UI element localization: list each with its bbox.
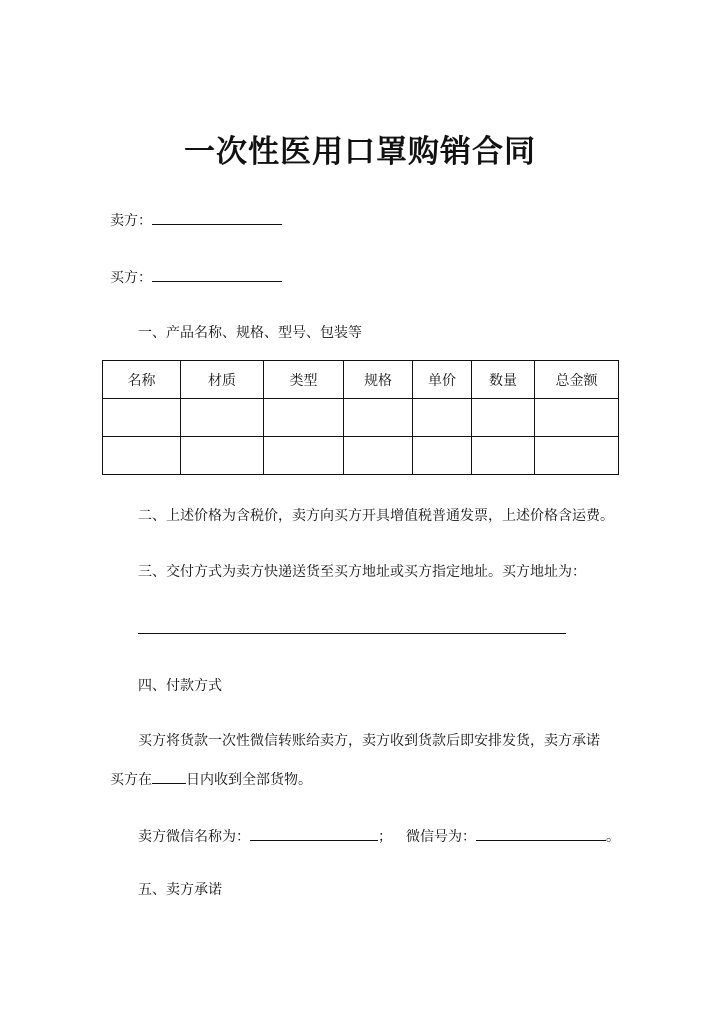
table-cell[interactable] — [344, 437, 413, 475]
table-cell[interactable] — [103, 437, 181, 475]
table-cell[interactable] — [181, 399, 264, 437]
col-header-unit-price: 单价 — [413, 361, 472, 399]
col-header-quantity: 数量 — [472, 361, 535, 399]
wechat-end: 。 — [606, 829, 620, 845]
wechat-separator: ； — [378, 829, 392, 845]
table-cell[interactable] — [413, 399, 472, 437]
section-2-text: 二、上述价格为含税价，卖方向买方开具增值税普通发票，上述价格含运费。 — [138, 508, 614, 524]
col-header-total: 总金额 — [535, 361, 619, 399]
wechat-id-blank[interactable] — [476, 826, 606, 841]
table-cell[interactable] — [472, 399, 535, 437]
section-1-heading: 一、产品名称、规格、型号、包装等 — [138, 325, 362, 341]
buyer-blank[interactable] — [152, 267, 282, 282]
col-header-material: 材质 — [181, 361, 264, 399]
buyer-address-blank[interactable] — [138, 633, 566, 634]
table-cell[interactable] — [264, 399, 344, 437]
table-cell[interactable] — [344, 399, 413, 437]
payment-suffix: 日内收到全部货物。 — [186, 772, 312, 788]
wechat-id-label: 微信号为： — [406, 829, 476, 845]
buyer-label: 买方： — [110, 270, 152, 286]
seller-blank[interactable] — [152, 210, 282, 225]
table-row — [103, 399, 619, 437]
wechat-name-blank[interactable] — [250, 826, 378, 841]
table-cell[interactable] — [472, 437, 535, 475]
table-cell[interactable] — [535, 437, 619, 475]
product-table — [102, 360, 619, 475]
wechat-line — [138, 826, 620, 847]
delivery-days-blank[interactable] — [152, 769, 186, 784]
table-cell[interactable] — [264, 437, 344, 475]
payment-prefix: 买方在 — [110, 772, 152, 788]
table-cell[interactable] — [413, 437, 472, 475]
section-3-text: 三、交付方式为卖方快递送货至买方地址或买方指定地址。买方地址为： — [138, 564, 586, 580]
section-5-heading: 五、卖方承诺 — [138, 882, 222, 898]
col-header-type: 类型 — [264, 361, 344, 399]
table-row — [103, 437, 619, 475]
col-header-spec: 规格 — [344, 361, 413, 399]
section-4-heading: 四、付款方式 — [138, 678, 222, 694]
table-header-row — [103, 361, 619, 399]
col-header-name: 名称 — [103, 361, 181, 399]
payment-text-line-2 — [110, 769, 312, 790]
seller-line — [110, 210, 282, 231]
payment-text-line-1: 买方将货款一次性微信转账给卖方，卖方收到货款后即安排发货，卖方承诺 — [138, 733, 600, 749]
seller-label: 卖方： — [110, 213, 152, 229]
contract-title: 一次性医用口罩购销合同 — [184, 134, 536, 170]
table-cell[interactable] — [181, 437, 264, 475]
table-cell[interactable] — [535, 399, 619, 437]
wechat-name-label: 卖方微信名称为： — [138, 829, 250, 845]
table-cell[interactable] — [103, 399, 181, 437]
buyer-line — [110, 267, 282, 288]
